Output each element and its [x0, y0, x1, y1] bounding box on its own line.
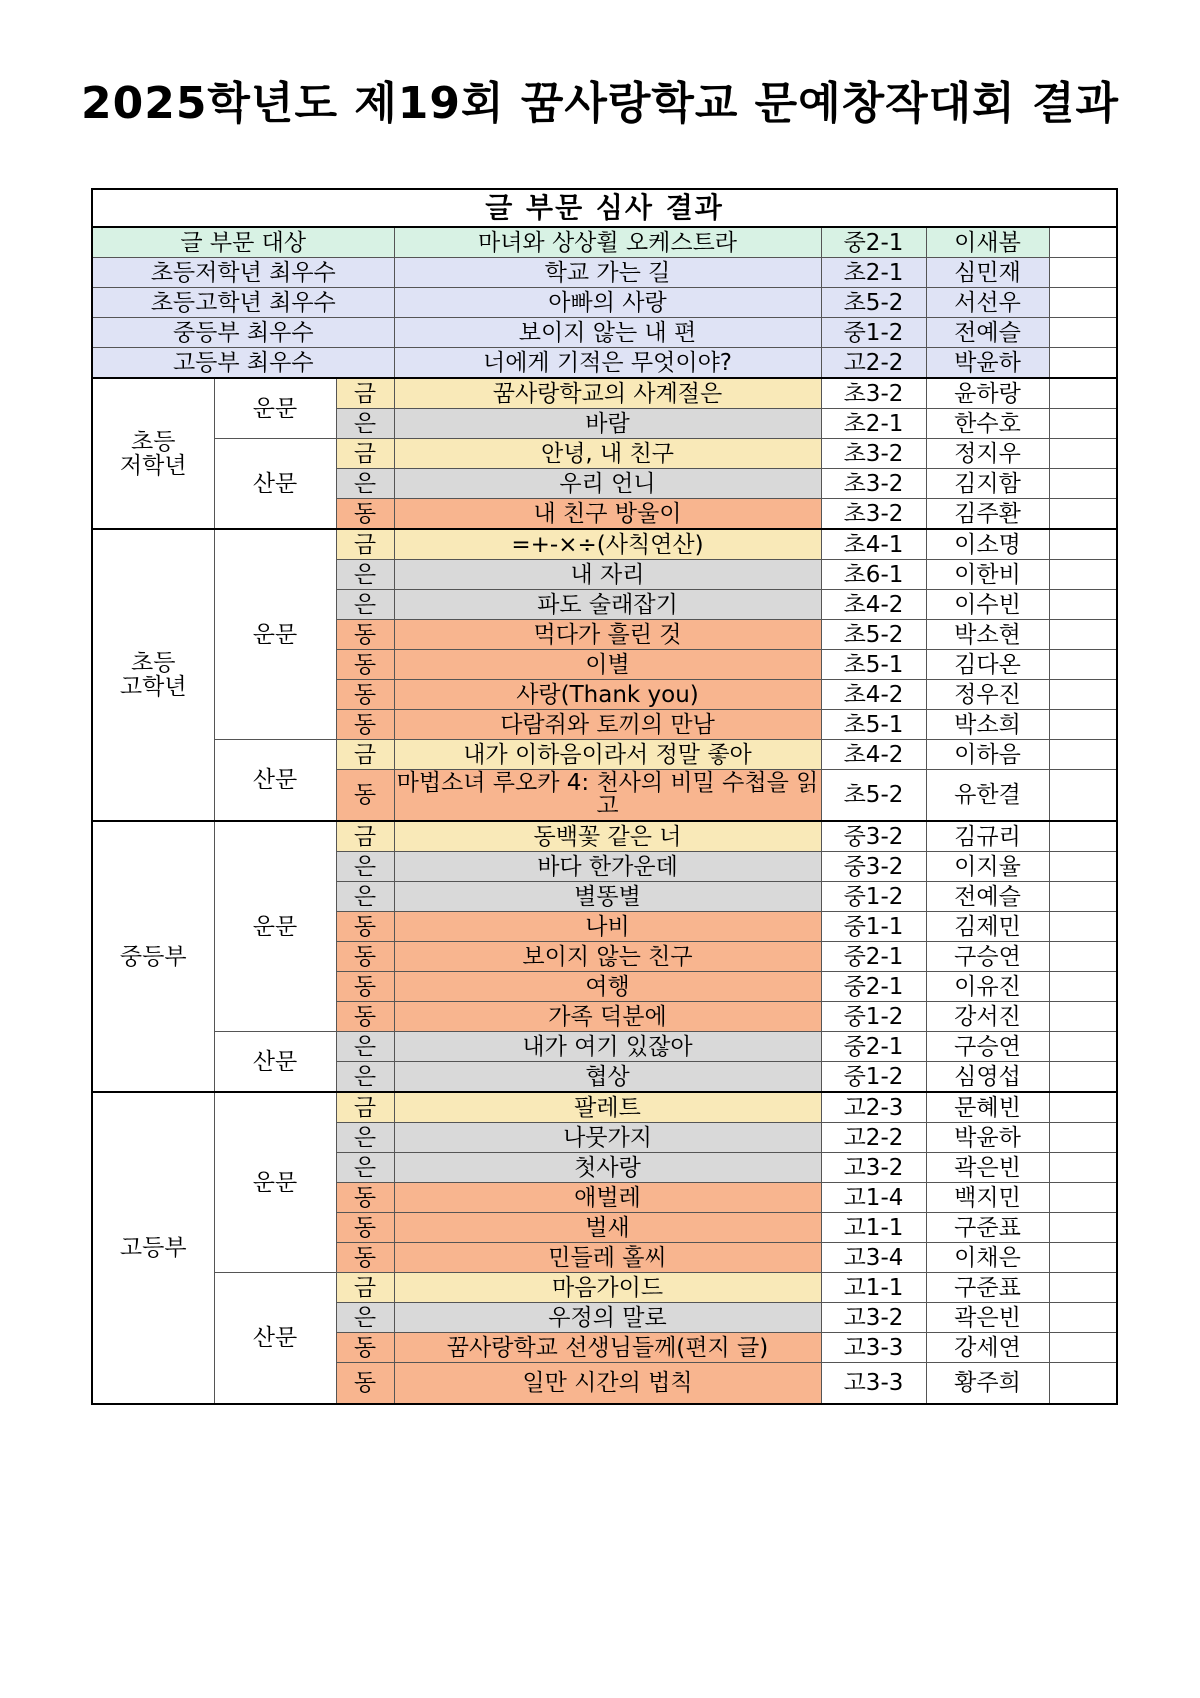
empty-cell [1049, 912, 1117, 942]
empty-cell [1049, 469, 1117, 499]
division-cell: 고등부 [92, 1092, 214, 1404]
empty-cell [1049, 620, 1117, 650]
empty-cell [1049, 821, 1117, 852]
work-title: 내 친구 방울이 [394, 499, 821, 530]
name-cell: 곽은빈 [926, 1303, 1049, 1333]
work-title: 바람 [394, 409, 821, 439]
result-row [92, 821, 1117, 852]
name-cell: 이채은 [926, 1243, 1049, 1273]
class-cell: 고3-3 [821, 1333, 926, 1363]
medal-cell: 동 [336, 1243, 394, 1273]
table-header-row [92, 189, 1117, 227]
work-title: 꿈사랑학교의 사계절은 [394, 378, 821, 409]
genre-cell: 운문 [214, 821, 336, 1032]
result-row [92, 740, 1117, 770]
empty-cell [1049, 942, 1117, 972]
class-cell: 중1-1 [821, 912, 926, 942]
work-title: 파도 술래잡기 [394, 590, 821, 620]
class-cell: 초6-1 [821, 560, 926, 590]
class-cell: 중1-2 [821, 318, 926, 348]
empty-cell [1049, 560, 1117, 590]
work-title: 내가 이하음이라서 정말 좋아 [394, 740, 821, 770]
class-cell: 초4-2 [821, 680, 926, 710]
work-title: 아빠의 사랑 [394, 288, 821, 318]
work-title: 민들레 홀씨 [394, 1243, 821, 1273]
name-cell: 이지율 [926, 852, 1049, 882]
name-cell: 구준표 [926, 1213, 1049, 1243]
work-title: 팔레트 [394, 1092, 821, 1123]
name-cell: 전예슬 [926, 882, 1049, 912]
name-cell: 강서진 [926, 1002, 1049, 1032]
genre-cell: 운문 [214, 378, 336, 439]
empty-cell [1049, 1092, 1117, 1123]
empty-cell [1049, 740, 1117, 770]
top-award-row [92, 258, 1117, 288]
medal-cell: 은 [336, 1123, 394, 1153]
name-cell: 김지함 [926, 469, 1049, 499]
medal-cell: 금 [336, 740, 394, 770]
result-row [92, 439, 1117, 469]
name-cell: 구준표 [926, 1273, 1049, 1303]
work-title: 먹다가 흘린 것 [394, 620, 821, 650]
name-cell: 김규리 [926, 821, 1049, 852]
work-title: 가족 덕분에 [394, 1002, 821, 1032]
class-cell: 고2-2 [821, 1123, 926, 1153]
genre-cell: 운문 [214, 1092, 336, 1273]
empty-cell [1049, 1153, 1117, 1183]
empty-cell [1049, 409, 1117, 439]
name-cell: 이새봄 [926, 227, 1049, 258]
class-cell: 고1-1 [821, 1213, 926, 1243]
medal-cell: 금 [336, 1092, 394, 1123]
name-cell: 구승연 [926, 942, 1049, 972]
page-title: 2025학년도 제19회 꿈사랑학교 문예창작대회 결과 [80, 78, 1120, 129]
empty-cell [1049, 770, 1117, 822]
class-cell: 중3-2 [821, 821, 926, 852]
class-cell: 중2-1 [821, 972, 926, 1002]
empty-cell [1049, 258, 1117, 288]
top-award-row [92, 288, 1117, 318]
class-cell: 중1-2 [821, 882, 926, 912]
name-cell: 김제민 [926, 912, 1049, 942]
empty-cell [1049, 1363, 1117, 1405]
class-cell: 초2-1 [821, 409, 926, 439]
medal-cell: 동 [336, 912, 394, 942]
empty-cell [1049, 710, 1117, 740]
work-title: =+-×÷(사칙연산) [394, 529, 821, 560]
work-title: 너에게 기적은 무엇이야? [394, 348, 821, 379]
empty-cell [1049, 590, 1117, 620]
name-cell: 박소현 [926, 620, 1049, 650]
medal-cell: 동 [336, 1002, 394, 1032]
work-title: 여행 [394, 972, 821, 1002]
work-title: 나비 [394, 912, 821, 942]
table-title: 글 부문 심사 결과 [92, 189, 1117, 227]
class-cell: 고2-3 [821, 1092, 926, 1123]
class-cell: 고1-1 [821, 1273, 926, 1303]
class-cell: 초5-2 [821, 770, 926, 822]
class-cell: 중3-2 [821, 852, 926, 882]
name-cell: 정지우 [926, 439, 1049, 469]
name-cell: 심영섭 [926, 1062, 1049, 1093]
name-cell: 심민재 [926, 258, 1049, 288]
empty-cell [1049, 1123, 1117, 1153]
empty-cell [1049, 529, 1117, 560]
name-cell: 박윤하 [926, 1123, 1049, 1153]
work-title: 꿈사랑학교 선생님들께(편지 글) [394, 1333, 821, 1363]
work-title: 우정의 말로 [394, 1303, 821, 1333]
class-cell: 고3-2 [821, 1153, 926, 1183]
empty-cell [1049, 499, 1117, 530]
name-cell: 강세연 [926, 1333, 1049, 1363]
results-table [91, 188, 1118, 1405]
award-label: 글 부문 대상 [92, 227, 394, 258]
class-cell: 초3-2 [821, 439, 926, 469]
medal-cell: 동 [336, 1213, 394, 1243]
work-title: 내가 여기 있잖아 [394, 1032, 821, 1062]
empty-cell [1049, 1303, 1117, 1333]
name-cell: 박소희 [926, 710, 1049, 740]
name-cell: 박윤하 [926, 348, 1049, 379]
medal-cell: 동 [336, 942, 394, 972]
empty-cell [1049, 680, 1117, 710]
work-title: 동백꽃 같은 너 [394, 821, 821, 852]
division-cell: 초등 고학년 [92, 529, 214, 821]
empty-cell [1049, 1243, 1117, 1273]
top-award-row [92, 318, 1117, 348]
award-label: 초등저학년 최우수 [92, 258, 394, 288]
result-row [92, 529, 1117, 560]
work-title: 마녀와 상상휠 오케스트라 [394, 227, 821, 258]
class-cell: 초5-1 [821, 650, 926, 680]
class-cell: 고3-3 [821, 1363, 926, 1405]
top-award-row [92, 227, 1117, 258]
medal-cell: 은 [336, 1062, 394, 1093]
class-cell: 초2-1 [821, 258, 926, 288]
empty-cell [1049, 1213, 1117, 1243]
genre-cell: 산문 [214, 439, 336, 530]
medal-cell: 금 [336, 529, 394, 560]
work-title: 사랑(Thank you) [394, 680, 821, 710]
genre-cell: 산문 [214, 1273, 336, 1405]
class-cell: 초5-1 [821, 710, 926, 740]
medal-cell: 금 [336, 439, 394, 469]
medal-cell: 동 [336, 770, 394, 822]
work-title: 보이지 않는 친구 [394, 942, 821, 972]
medal-cell: 은 [336, 1153, 394, 1183]
class-cell: 초3-2 [821, 469, 926, 499]
genre-cell: 운문 [214, 529, 336, 740]
work-title: 다람쥐와 토끼의 만남 [394, 710, 821, 740]
class-cell: 중1-2 [821, 1002, 926, 1032]
empty-cell [1049, 288, 1117, 318]
name-cell: 한수호 [926, 409, 1049, 439]
result-row [92, 1032, 1117, 1062]
medal-cell: 동 [336, 680, 394, 710]
work-title: 일만 시간의 법칙 [394, 1363, 821, 1405]
name-cell: 문혜빈 [926, 1092, 1049, 1123]
work-title: 내 자리 [394, 560, 821, 590]
medal-cell: 은 [336, 469, 394, 499]
empty-cell [1049, 1032, 1117, 1062]
class-cell: 고3-4 [821, 1243, 926, 1273]
medal-cell: 금 [336, 821, 394, 852]
result-row [92, 1092, 1117, 1123]
name-cell: 구승연 [926, 1032, 1049, 1062]
work-title: 바다 한가운데 [394, 852, 821, 882]
division-cell: 중등부 [92, 821, 214, 1092]
award-label: 중등부 최우수 [92, 318, 394, 348]
name-cell: 백지민 [926, 1183, 1049, 1213]
class-cell: 초3-2 [821, 499, 926, 530]
name-cell: 이수빈 [926, 590, 1049, 620]
empty-cell [1049, 1333, 1117, 1363]
empty-cell [1049, 348, 1117, 379]
award-label: 초등고학년 최우수 [92, 288, 394, 318]
class-cell: 초4-1 [821, 529, 926, 560]
medal-cell: 은 [336, 882, 394, 912]
medal-cell: 은 [336, 852, 394, 882]
work-title: 나뭇가지 [394, 1123, 821, 1153]
name-cell: 이유진 [926, 972, 1049, 1002]
work-title: 보이지 않는 내 편 [394, 318, 821, 348]
class-cell: 초4-2 [821, 590, 926, 620]
medal-cell: 은 [336, 560, 394, 590]
medal-cell: 동 [336, 650, 394, 680]
class-cell: 중1-2 [821, 1062, 926, 1093]
work-title: 안녕, 내 친구 [394, 439, 821, 469]
medal-cell: 금 [336, 378, 394, 409]
work-title: 학교 가는 길 [394, 258, 821, 288]
genre-cell: 산문 [214, 1032, 336, 1093]
medal-cell: 동 [336, 499, 394, 530]
medal-cell: 은 [336, 1032, 394, 1062]
division-cell: 초등 저학년 [92, 378, 214, 529]
class-cell: 고3-2 [821, 1303, 926, 1333]
result-row [92, 1273, 1117, 1303]
name-cell: 김주환 [926, 499, 1049, 530]
award-label: 고등부 최우수 [92, 348, 394, 379]
medal-cell: 동 [336, 1333, 394, 1363]
name-cell: 전예슬 [926, 318, 1049, 348]
class-cell: 초3-2 [821, 378, 926, 409]
work-title: 마법소녀 루오카 4: 천사의 비밀 수첩을 읽고 [394, 770, 821, 822]
medal-cell: 은 [336, 590, 394, 620]
empty-cell [1049, 439, 1117, 469]
class-cell: 고1-4 [821, 1183, 926, 1213]
medal-cell: 은 [336, 409, 394, 439]
empty-cell [1049, 1183, 1117, 1213]
class-cell: 초5-2 [821, 288, 926, 318]
name-cell: 이한비 [926, 560, 1049, 590]
class-cell: 초4-2 [821, 740, 926, 770]
medal-cell: 동 [336, 620, 394, 650]
genre-cell: 산문 [214, 740, 336, 822]
name-cell: 곽은빈 [926, 1153, 1049, 1183]
work-title: 협상 [394, 1062, 821, 1093]
work-title: 이별 [394, 650, 821, 680]
work-title: 벌새 [394, 1213, 821, 1243]
medal-cell: 은 [336, 1303, 394, 1333]
work-title: 별똥별 [394, 882, 821, 912]
empty-cell [1049, 650, 1117, 680]
empty-cell [1049, 1273, 1117, 1303]
empty-cell [1049, 378, 1117, 409]
name-cell: 정우진 [926, 680, 1049, 710]
result-row [92, 378, 1117, 409]
empty-cell [1049, 1002, 1117, 1032]
class-cell: 중2-1 [821, 942, 926, 972]
name-cell: 김다온 [926, 650, 1049, 680]
name-cell: 서선우 [926, 288, 1049, 318]
empty-cell [1049, 852, 1117, 882]
work-title: 우리 언니 [394, 469, 821, 499]
empty-cell [1049, 882, 1117, 912]
empty-cell [1049, 972, 1117, 1002]
name-cell: 황주희 [926, 1363, 1049, 1405]
name-cell: 윤하랑 [926, 378, 1049, 409]
medal-cell: 동 [336, 1183, 394, 1213]
medal-cell: 동 [336, 1363, 394, 1405]
medal-cell: 동 [336, 972, 394, 1002]
work-title: 마음가이드 [394, 1273, 821, 1303]
medal-cell: 금 [336, 1273, 394, 1303]
work-title: 애벌레 [394, 1183, 821, 1213]
medal-cell: 동 [336, 710, 394, 740]
name-cell: 이소명 [926, 529, 1049, 560]
class-cell: 초5-2 [821, 620, 926, 650]
class-cell: 중2-1 [821, 1032, 926, 1062]
class-cell: 고2-2 [821, 348, 926, 379]
name-cell: 이하음 [926, 740, 1049, 770]
empty-cell [1049, 1062, 1117, 1093]
top-award-row [92, 348, 1117, 379]
empty-cell [1049, 227, 1117, 258]
work-title: 첫사랑 [394, 1153, 821, 1183]
class-cell: 중2-1 [821, 227, 926, 258]
name-cell: 유한결 [926, 770, 1049, 822]
empty-cell [1049, 318, 1117, 348]
